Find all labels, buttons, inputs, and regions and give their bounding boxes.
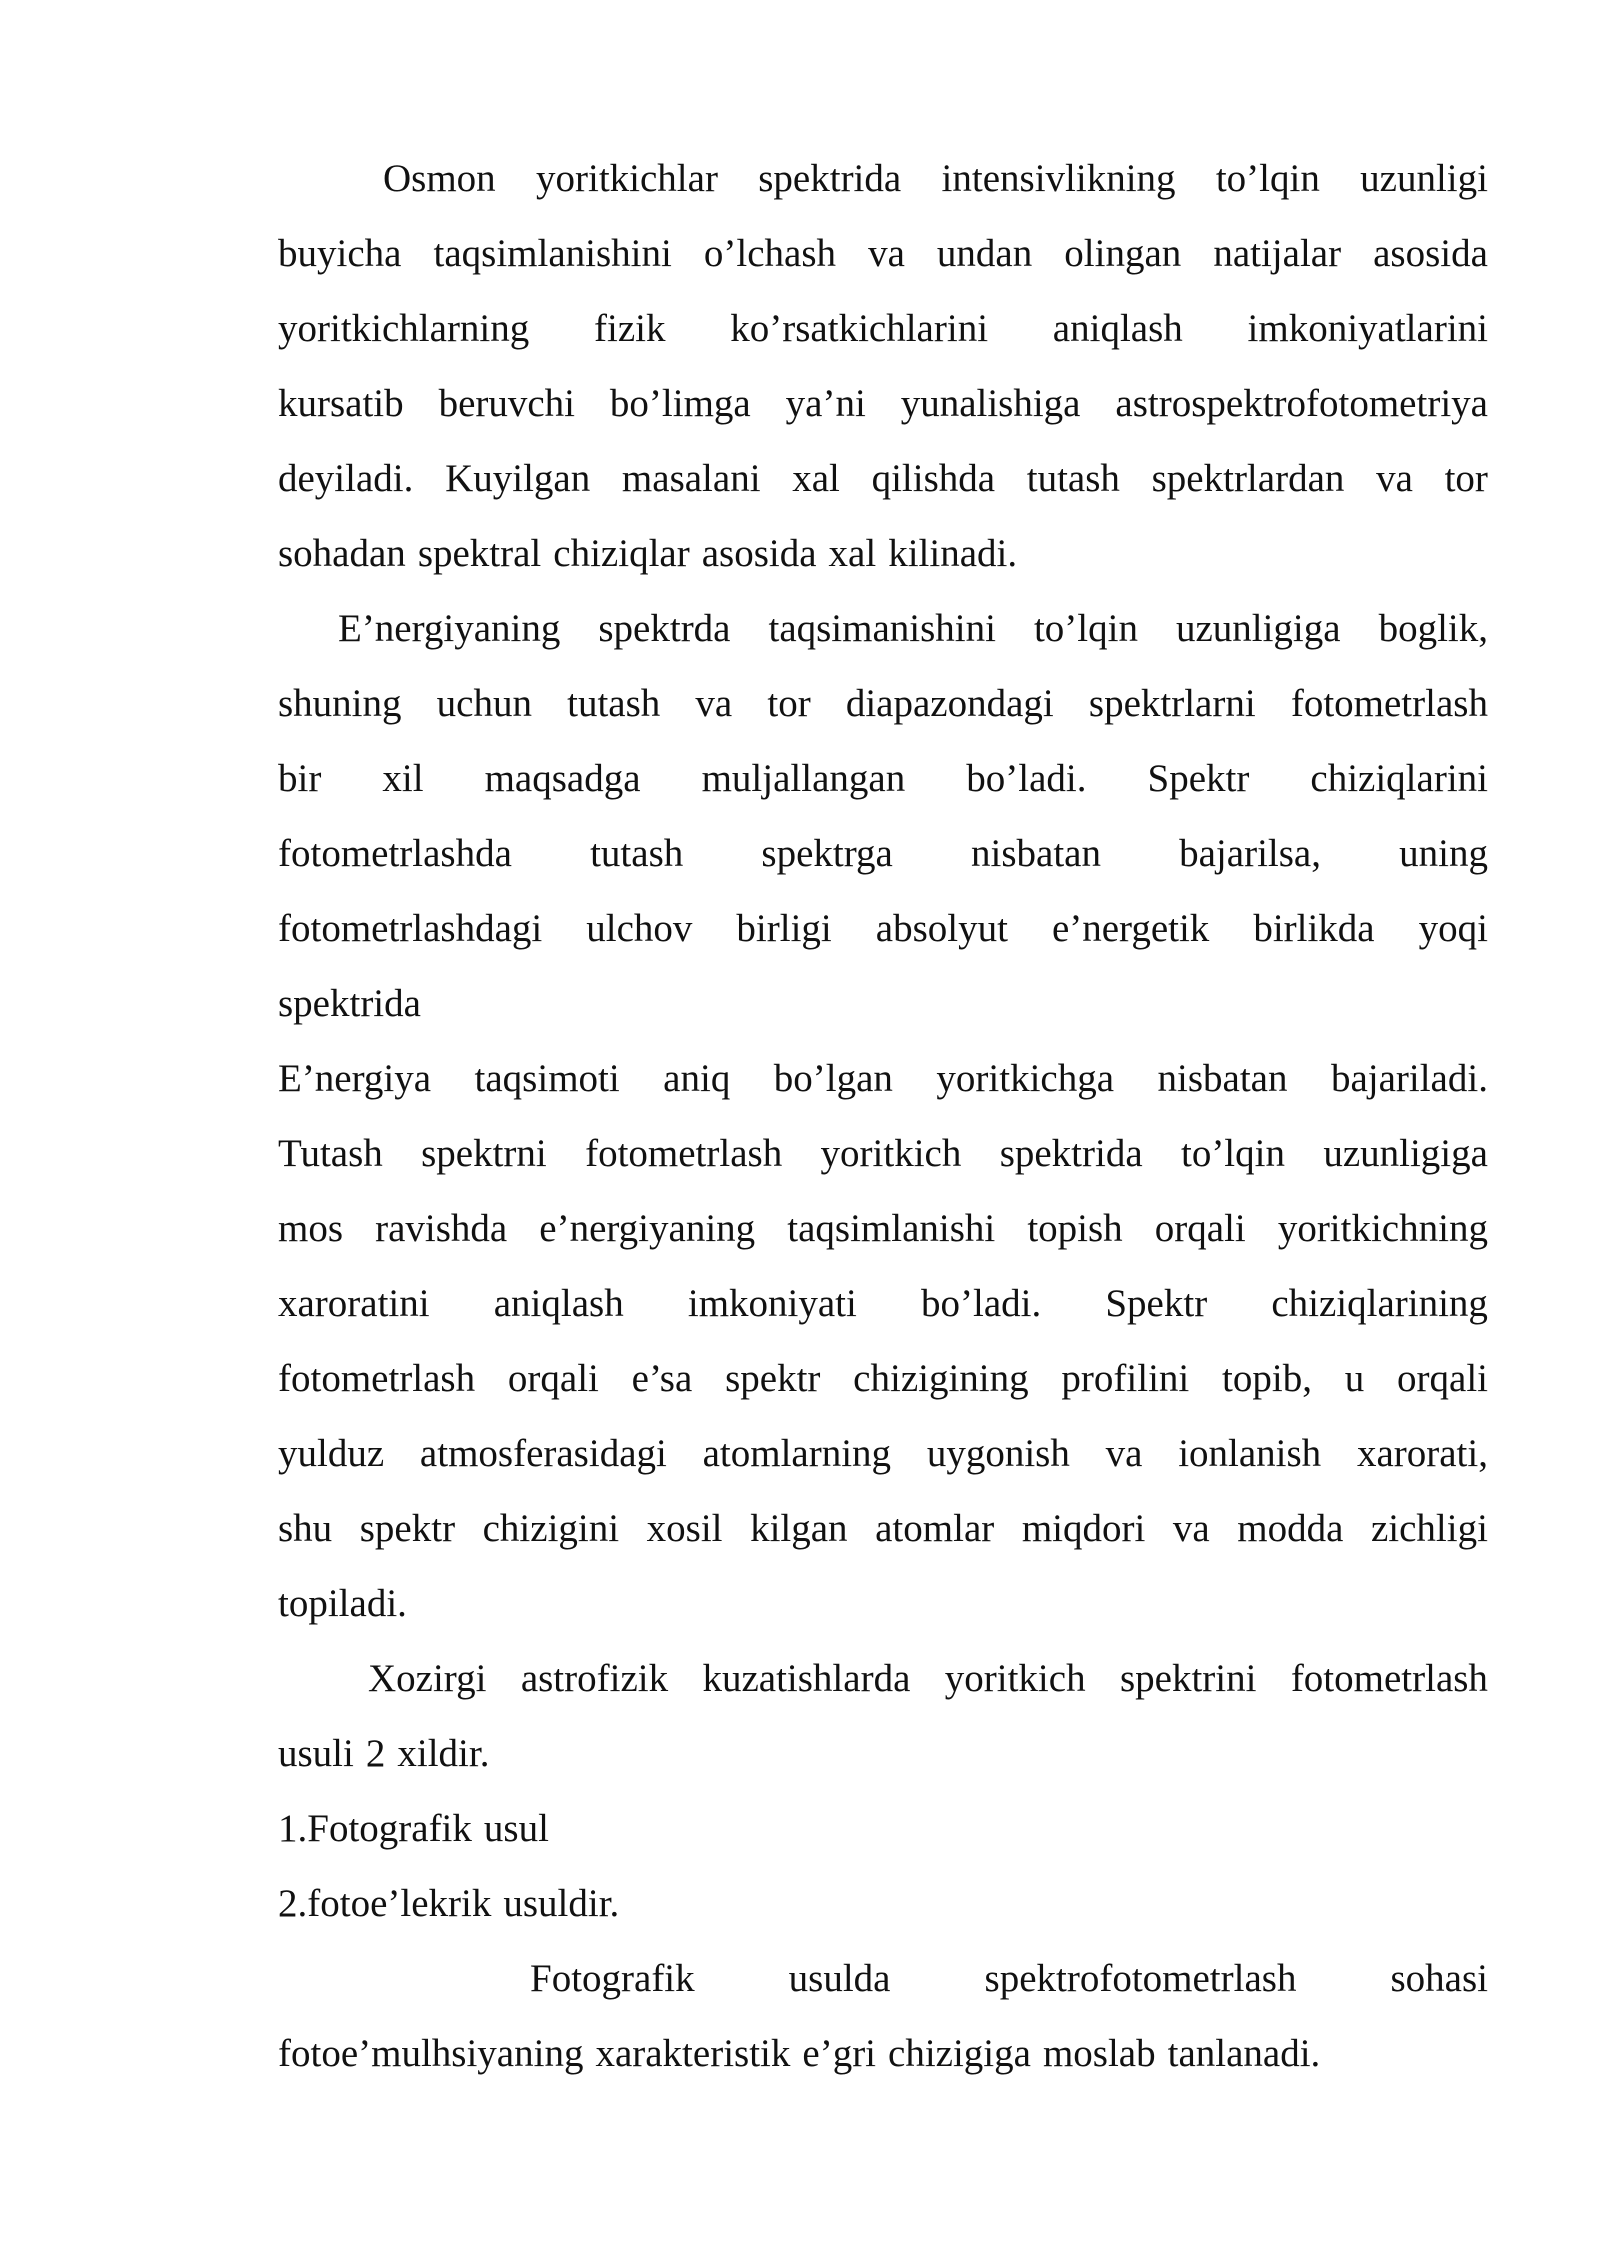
word: Xozirgi <box>368 1657 487 1700</box>
word: spektrofotometrlash <box>984 1957 1297 2000</box>
text-line <box>278 1641 1488 1716</box>
word: uygonish <box>926 1432 1070 1475</box>
word: yoritkichning <box>1277 1207 1488 1250</box>
word: Spektr <box>1147 757 1250 800</box>
word: spektrga <box>761 832 893 875</box>
word: Spektr <box>1105 1282 1208 1325</box>
text-line <box>278 366 1488 441</box>
text-line <box>278 1716 1488 1791</box>
word: bajarilsa, <box>1179 832 1321 875</box>
word: xarakteristik <box>595 2032 791 2075</box>
word: Tutash <box>278 1132 383 1175</box>
word: astrofizik <box>520 1657 669 1700</box>
word: e’gri <box>802 2032 877 2075</box>
word: undan <box>936 232 1033 275</box>
word: xaroratini <box>278 1282 430 1325</box>
word: yulduz <box>278 1432 385 1475</box>
word: miqdori <box>1021 1507 1146 1550</box>
text-line <box>278 1941 1488 2016</box>
word: kilgan <box>750 1507 848 1550</box>
word: ya’ni <box>785 382 866 425</box>
word: profilini <box>1061 1357 1190 1400</box>
word: buyicha <box>278 232 402 275</box>
word: 2.fotoe’lekrik <box>278 1882 492 1925</box>
word: imkoniyatlarini <box>1247 307 1488 350</box>
word: shuning <box>278 682 402 725</box>
word: chiziqlar <box>553 532 690 575</box>
word: fotoe’mulhsiyaning <box>278 2032 584 2075</box>
word: natijalar <box>1213 232 1342 275</box>
text-line <box>278 1791 1488 1866</box>
word: taqsimoti <box>474 1057 620 1100</box>
word: topiladi. <box>278 1582 407 1625</box>
word: birligi <box>736 907 832 950</box>
word: spektrida <box>758 157 902 200</box>
word: masalani <box>621 457 761 500</box>
text-line <box>278 741 1488 816</box>
word: taqsimlanishi <box>787 1207 996 1250</box>
word: E’nergiyaning <box>338 607 561 650</box>
word: 1.Fotografik <box>278 1807 472 1850</box>
word: va <box>1376 457 1413 500</box>
word: fotometrlash <box>585 1132 783 1175</box>
word: deyiladi. <box>278 457 414 500</box>
word: olingan <box>1064 232 1182 275</box>
word: fotometrlash <box>1290 1657 1488 1700</box>
word: e’nergetik <box>1051 907 1210 950</box>
word: 2 <box>365 1732 386 1775</box>
word: asosida <box>1373 232 1488 275</box>
word: beruvchi <box>438 382 576 425</box>
word: diapazondagi <box>845 682 1054 725</box>
word: tanlanadi. <box>1167 2032 1321 2075</box>
word: Kuyilgan <box>445 457 591 500</box>
text-line <box>278 1491 1488 1566</box>
word: orqali <box>1397 1357 1488 1400</box>
text-line <box>278 1266 1488 1341</box>
word: aniq <box>663 1057 731 1100</box>
word: xal <box>792 457 840 500</box>
word: xil <box>382 757 424 800</box>
word: intensivlikning <box>941 157 1176 200</box>
word: atmosferasidagi <box>419 1432 667 1475</box>
word: mos <box>278 1207 344 1250</box>
word: fotometrlash <box>1290 682 1488 725</box>
text-line <box>278 1416 1488 1491</box>
word: E’nergiya <box>278 1057 432 1100</box>
word: xildir. <box>397 1732 490 1775</box>
word: usul <box>483 1807 549 1850</box>
text-line <box>278 591 1488 666</box>
word: bajariladi. <box>1330 1057 1488 1100</box>
word: xal <box>828 532 877 575</box>
word: fotometrlash <box>278 1357 476 1400</box>
word: va <box>1105 1432 1143 1475</box>
word: spektrini <box>1119 1657 1257 1700</box>
word: spektrni <box>421 1132 547 1175</box>
word: sohasi <box>1390 1957 1488 2000</box>
text-line <box>278 291 1488 366</box>
word: topish <box>1027 1207 1123 1250</box>
word: to’lqin <box>1180 1132 1285 1175</box>
text-line <box>278 516 1488 591</box>
word: orqali <box>507 1357 599 1400</box>
word: maqsadga <box>484 757 641 800</box>
word: Osmon <box>383 157 496 200</box>
word: muljallangan <box>701 757 906 800</box>
word: uzunligiga <box>1175 607 1341 650</box>
text-line <box>278 1341 1488 1416</box>
word: boglik, <box>1378 607 1488 650</box>
word: ionlanish <box>1178 1432 1322 1475</box>
word: sohadan <box>278 532 406 575</box>
word: chizigini <box>482 1507 620 1550</box>
text-line <box>278 2016 1488 2091</box>
word: yoritkichlarning <box>278 307 530 350</box>
word: yoritkichlar <box>536 157 718 200</box>
word: kuzatishlarda <box>702 1657 911 1700</box>
word: nisbatan <box>971 832 1101 875</box>
word: bir <box>278 757 322 800</box>
word: to’lqin <box>1215 157 1320 200</box>
word: bo’limga <box>609 382 751 425</box>
word: bo’lgan <box>773 1057 893 1100</box>
word: xarorati, <box>1356 1432 1488 1475</box>
word: e’nergiyaning <box>539 1207 756 1250</box>
word: ulchov <box>586 907 693 950</box>
word: spektrlarni <box>1088 682 1256 725</box>
word: asosida <box>701 532 817 575</box>
word: yoritkichga <box>936 1057 1115 1100</box>
word: uzunligi <box>1360 157 1488 200</box>
body-text <box>278 141 1488 2091</box>
word: atomlar <box>875 1507 995 1550</box>
word: absolyut <box>875 907 1008 950</box>
word: Fotografik <box>530 1957 695 2000</box>
word: usuli <box>278 1732 354 1775</box>
word: u <box>1344 1357 1365 1400</box>
text-line <box>278 966 1488 1041</box>
word: astrospektrofotometriya <box>1115 382 1488 425</box>
word: fizik <box>594 307 666 350</box>
text-line <box>278 666 1488 741</box>
word: xosil <box>646 1507 723 1550</box>
word: moslab <box>1042 2032 1156 2075</box>
word: spektrida <box>278 982 421 1025</box>
word: aniqlash <box>1052 307 1183 350</box>
word: yoqi <box>1418 907 1488 950</box>
word: shu <box>278 1507 333 1550</box>
word: imkoniyati <box>687 1282 857 1325</box>
word: uning <box>1399 832 1488 875</box>
word: orqali <box>1154 1207 1246 1250</box>
word: topib, <box>1222 1357 1312 1400</box>
word: yoritkich <box>820 1132 962 1175</box>
word: uchun <box>436 682 532 725</box>
word: fotometrlashda <box>278 832 512 875</box>
word: modda <box>1237 1507 1344 1550</box>
text-line <box>278 1866 1488 1941</box>
word: tor <box>1444 457 1488 500</box>
word: qilishda <box>871 457 996 500</box>
word: va <box>868 232 905 275</box>
word: yoritkich <box>944 1657 1086 1700</box>
word: spektr <box>359 1507 456 1550</box>
word: ravishda <box>375 1207 508 1250</box>
word: tutash <box>590 832 684 875</box>
word: usuldir. <box>503 1882 620 1925</box>
text-line <box>278 1566 1488 1641</box>
word: spektrlardan <box>1151 457 1345 500</box>
word: chiziqlarining <box>1271 1282 1488 1325</box>
word: usulda <box>788 1957 891 2000</box>
word: nisbatan <box>1157 1057 1288 1100</box>
word: yunalishiga <box>900 382 1081 425</box>
word: to’lqin <box>1033 607 1138 650</box>
word: taqsimlanishini <box>433 232 672 275</box>
word: chizigining <box>853 1357 1029 1400</box>
word: fotometrlashdagi <box>278 907 543 950</box>
word: chiziqlarini <box>1310 757 1488 800</box>
word: zichligi <box>1370 1507 1488 1550</box>
word: taqsimanishini <box>768 607 996 650</box>
text-line <box>278 1041 1488 1116</box>
word: bo’ladi. <box>921 1282 1042 1325</box>
word: tutash <box>1026 457 1120 500</box>
text-line <box>278 891 1488 966</box>
text-line <box>278 441 1488 516</box>
text-line <box>278 1116 1488 1191</box>
word: e’sa <box>631 1357 693 1400</box>
text-line <box>278 816 1488 891</box>
word: va <box>1172 1507 1210 1550</box>
word: tutash <box>567 682 661 725</box>
word: va <box>695 682 733 725</box>
word: bo’ladi. <box>966 757 1087 800</box>
text-line <box>278 141 1488 216</box>
word: tor <box>767 682 811 725</box>
word: spektr <box>725 1357 821 1400</box>
word: aniqlash <box>493 1282 624 1325</box>
text-line <box>278 216 1488 291</box>
word: kursatib <box>278 382 404 425</box>
word: uzunligiga <box>1323 1132 1488 1175</box>
word: spektrida <box>999 1132 1143 1175</box>
word: chizigiga <box>888 2032 1031 2075</box>
word: birlikda <box>1253 907 1375 950</box>
word: kilinadi. <box>888 532 1018 575</box>
text-line <box>278 1191 1488 1266</box>
word: spektrda <box>598 607 731 650</box>
word: atomlarning <box>702 1432 892 1475</box>
word: ko’rsatkichlarini <box>730 307 989 350</box>
word: o’lchash <box>703 232 837 275</box>
word: spektral <box>417 532 542 575</box>
